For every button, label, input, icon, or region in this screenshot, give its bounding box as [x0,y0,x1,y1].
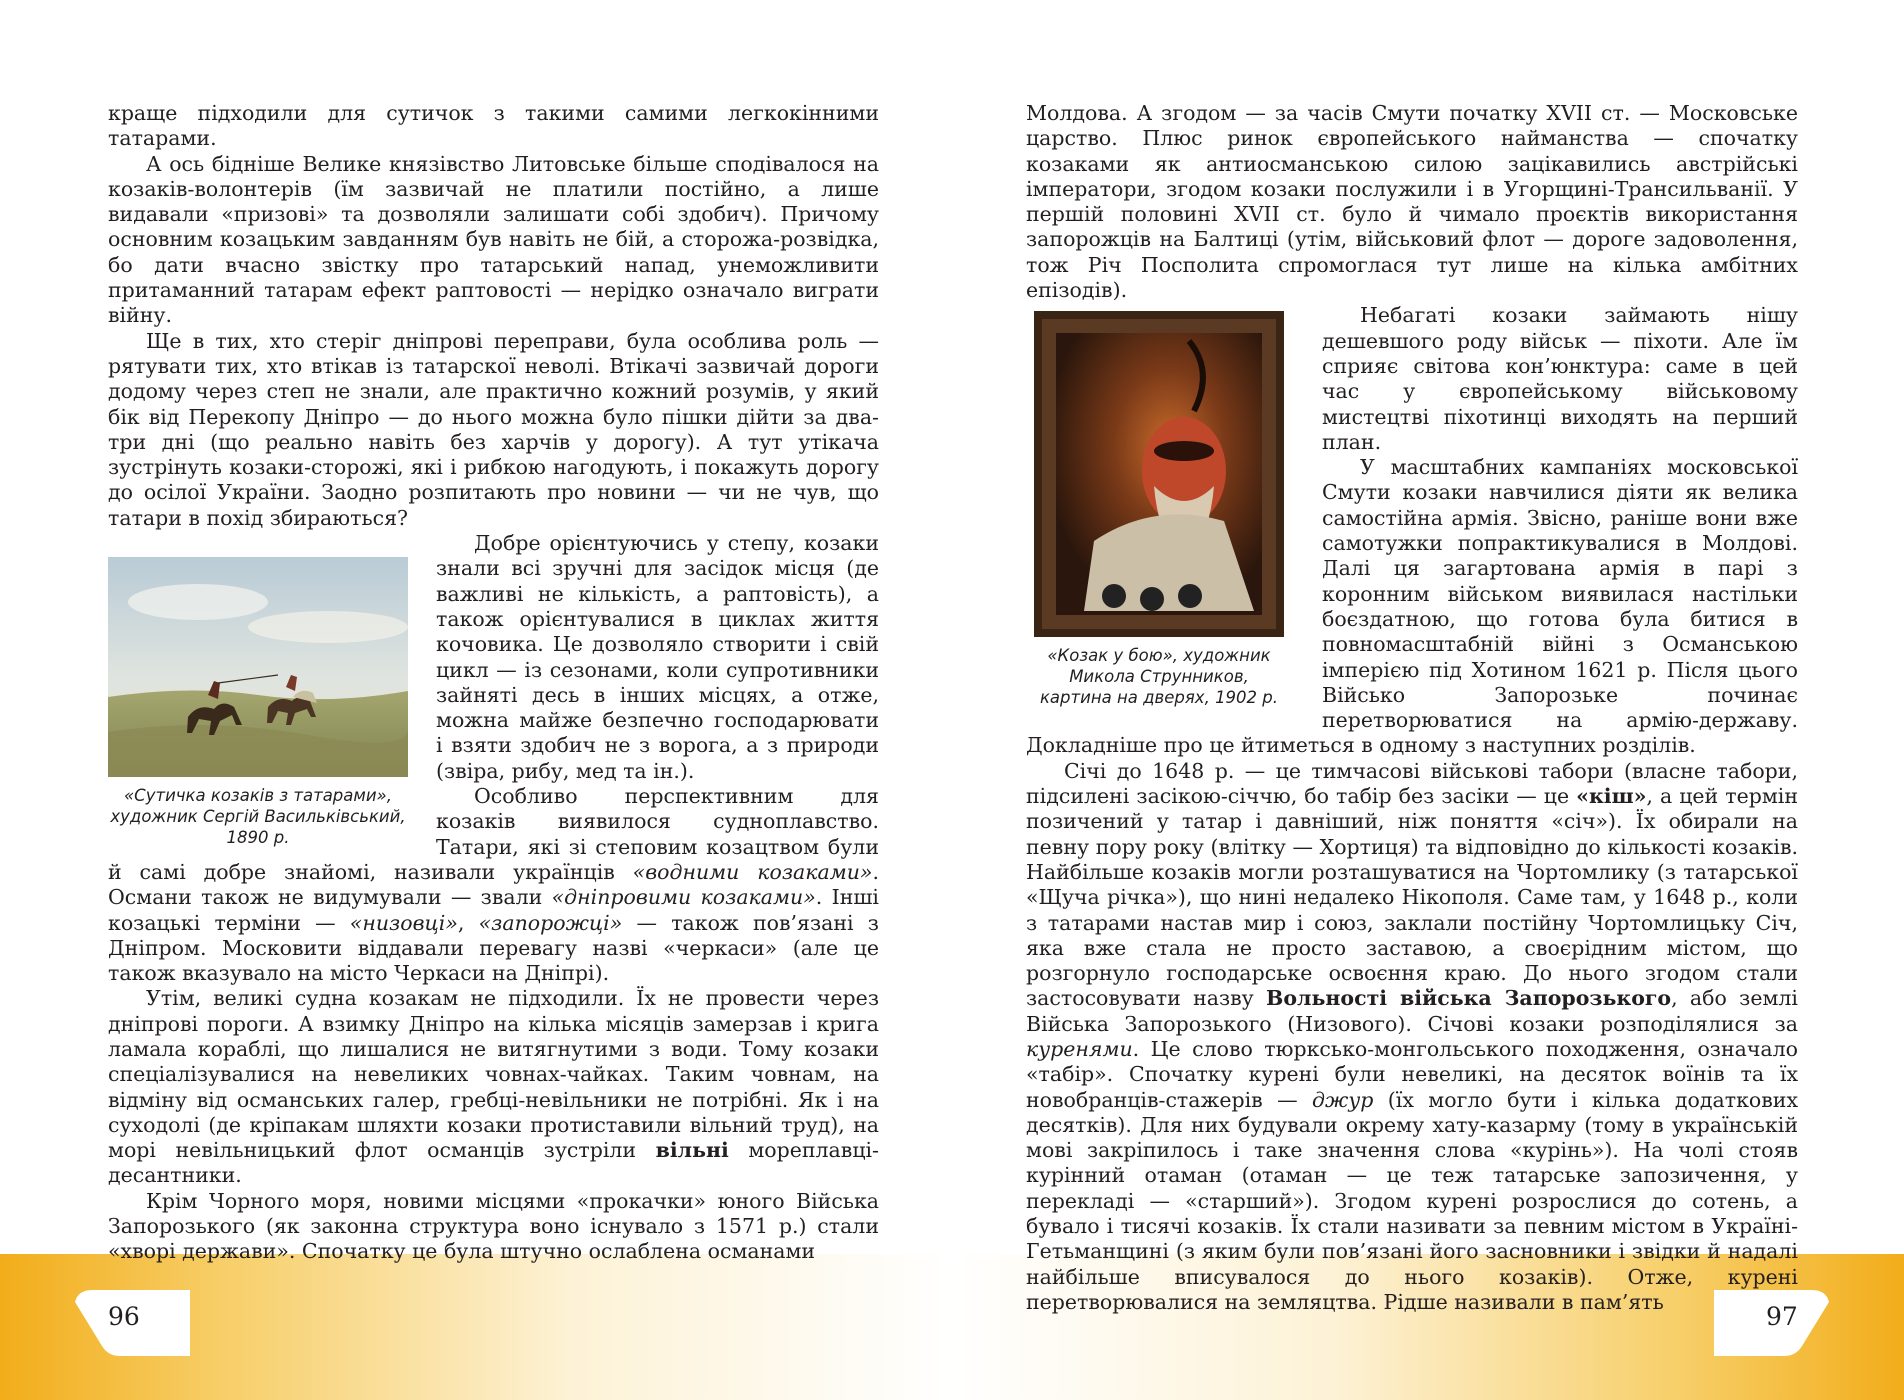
paragraph: Особливо перспективним для козаків виявилося судноплавство. Татари, які зі степовим козацтвом були й самі добре знайомі, називали українців «водними козаками». Османи також не видумували — звали «дніпровими козаками». Інші козацькі терміни — «низовці», «запорожці» — також пов’язані з Дніпром. Московити віддавали перевагу назві «черкаси» (але це також вказувало на місто Черкаси на Дніпрі). [108,784,879,986]
painting-cossack-in-battle-image [1034,311,1284,637]
page-number-right: 97 [1766,1302,1798,1331]
paragraph: Добре орієнтуючись у степу, козаки знали всі зручні для засідок місця (де важливі не кількість, а раптовість), а також орієнтувалися в циклах життя кочовика. Це дозволяло створити і свій цикл — із сезонами, коли супротивники зайняті десь в інших місцях, а отже, можна майже безпечно господарювати і взяти здобич не з ворога, а з природи (звіра, рибу, мед та ін.). [436,531,879,783]
figure-cossack-in-battle [1034,303,1284,708]
paragraph: Молдова. А згодом — за часів Смути початку XVII ст. — Московське царство. Плюс ринок європейського найманства — спочатку козаками як антиосманською силою зацікавились австрійські імператори, згодом козаки послужили і в Угорщині-Трансильванії. У першій половині XVII ст. було й чимало проєктів використання запорожців на Балтиці (утім, військовий флот — дороге задоволення, тож Річ Посполита спромоглася тут лише на кілька амбітних епізодів). [1026,101,1798,303]
painting-cossack-skirmish-image [108,557,408,777]
right-page-text [1026,101,1798,1315]
paragraph: Крім Чорного моря, новими місцями «прокачки» юного Війська Запорозького (як законна структура воно існувало з 1571 р.) стали «хворі держави». Спочатку це була штучно ослаблена османами [108,1188,879,1264]
paragraph: А ось бідніше Велике князівство Литовське більше сподівалося на козаків-волонтерів (їм зазвичай не платили постійно, а лише видавали «призові» та дозволяли залишати собі здобич). Причому основним козацьким завданням був навіть не бій, а сторожа-розвідка, бо дати вчасно звістку про татарський напад, унеможливити притаманний татарам ефект раптовості — нерідко означало виграти війну. [108,151,879,328]
paragraph: Січі до 1648 р. — це тимчасові військові табори (власне табори, підсилені засікою-січчю, бо табір без засіки — це «кіш», а цей термін позичений у татар і давніший, ніж поняття «січ»). Їх обирали на певну пору року (влітку — Хортиця) та відповідно до кількості козаків. Найбільше козаків могли розташуватися на Чортомлику (з татарської «Щуча річка»), що нині недалеко Нікополя. Саме там, у 1648 р., коли з татарами настав мир і союз, заклали постійну Чортомлицьку Січ, яка вже стала не просто заставою, а своєрідним містом, що розгорнуло господарське освоєння краю. До нього згодом стали застосовувати назву Вольності війська Запорозького, або землі Війська Запорозького (Низового). Січові козаки розподілялися за куренями. Це слово тюрксько-монгольського походження, означало «табір». Спочатку курені були невеликі, на десяток воїнів та їх новобранців-стажерів — джур (їх могло бути і кілька додаткових десятків). Для них будували окрему хату-казарму (тому в українській мові закріпилось і таке значення слова «курінь»). На чолі стояв курінний отаман (отаман — це теж татарське запозичення, у перекладі — «старший»). Згодом курені розрослися до сотень, а бувало і тисячі козаків. Їх стали називати за певним містом в Україні-Гетьманщині (з яким були пов’язані його засновники і звідки й надалі найбільше вписувалося до нього козаків). Отже, курені перетворювалися на земляцтва. Рідше називали в пам’ять [1026,758,1799,1314]
paragraph: краще підходили для сутичок з такими самими легкокінними татарами. [108,101,879,151]
figure-cossack-skirmish [108,531,408,848]
page-number-left: 96 [108,1302,140,1331]
paragraph: Небагаті козаки займають нішу дешевшого роду військ — піхоти. Але їм сприяє світова кон’юнктура: саме в цей час у європейському військовому мистецтві піхотинці виходять на перший план. [1322,303,1798,454]
paragraph: Ще в тих, хто стеріг дніпрові переправи, була особлива роль — рятувати тих, хто втікав із татарскої неволі. Втікачі зазвичай дороги додому через степ не знали, але практично кожний розумів, у який бік від Перекопу Дніпро — до нього можна було пішки дійти за два-три дні (що реально навіть без харчів у дорогу). А тут утікача зустрінуть козаки-сторожі, які і рибкою нагодують, і покажуть дорогу до осілої України. Заодно розпитають про новини — чи не чув, що татари в похід збираються? [108,328,879,530]
figure-caption: «Козак у бою», художник Микола Струнников, картина на дверях, 1902 р. [1039,646,1279,708]
left-page-text [108,101,879,1265]
figure-caption: «Сутичка козаків з татарами», художник Сергій Васильківський, 1890 р. [110,786,406,848]
paragraph: У масштабних кампаніях московської Смути козаки навчилися діяти як велика самостійна армія. Звісно, раніше вони вже самотужки попрактикувалися в Молдові. Далі ця загартована армія в парі з коронним військом виявилася настільки боєздатною, що готова була битися в повномасштабній війні з Османською імперією під Хотином 1621 р. Після цього Військо Запорозьке починає перетворюватися на армію-державу. Докладніше про це йтиметься в одному з наступних розділів. [1026,455,1798,758]
paragraph: Утім, великі судна козакам не підходили. Їх не провести через дніпрові пороги. А взимку Дніпро на кілька місяців замерзав і крига ламала кораблі, що лишалися не витягнутими з води. Тому козаки спеціалізувалися на невеликих човнах-чайках. Таким човнам, на відміну від османських галер, гребці-невільники не потрібні. Як і на суходолі (де кріпакам шляхти козаки протиставили вільний труд), на морі невільницький флот османців зустріли вільні мореплавці-десантники. [108,986,879,1188]
